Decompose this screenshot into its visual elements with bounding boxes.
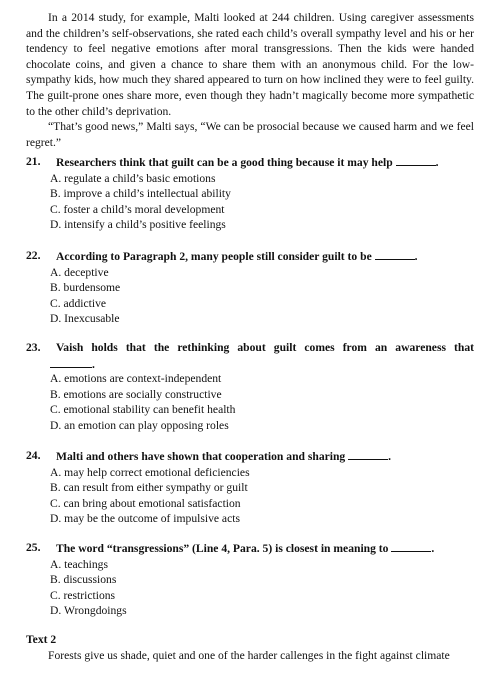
option-c: C. can bring about emotional satisfaction [50, 496, 241, 510]
question-stem [26, 448, 474, 465]
option-d: D. an emotion can play opposing roles [50, 418, 229, 432]
option-c: C. restrictions [50, 588, 116, 602]
question-stem [26, 540, 474, 557]
question-end: . [435, 156, 439, 169]
option-b: B. discussions [50, 573, 117, 587]
option-b: B. burdensome [50, 281, 121, 295]
question-stem [26, 248, 474, 265]
question-text: According to Paragraph 2, many people still consider guilt to be [56, 250, 372, 263]
answer-blank-line [26, 356, 474, 372]
option-b: B. improve a child’s intellectual ability [50, 187, 231, 201]
text2-first-line: Forests give us shade, quiet and one of the harder callenges in the fight against climate [48, 649, 450, 662]
question-end: . [92, 357, 95, 371]
question-22 [26, 248, 474, 327]
question-25 [26, 540, 474, 619]
option-d: D. intensify a child’s positive feelings [50, 218, 226, 232]
option-c: C. emotional stability can benefit health [50, 403, 236, 417]
question-end: . [431, 542, 435, 555]
question-end: . [414, 250, 418, 263]
option-d: D. Wrongdoings [50, 604, 127, 618]
option-c: C. addictive [50, 296, 107, 310]
option-a: A. emotions are context-independent [50, 372, 222, 386]
option-b: B. emotions are socially constructive [50, 387, 222, 401]
question-text: Vaish holds that the rethinking about guilt comes from an awareness that [56, 341, 474, 354]
option-c: C. foster a child’s moral development [50, 202, 225, 216]
option-a: A. teachings [50, 557, 108, 571]
question-stem [26, 154, 474, 171]
option-d: D. Inexcusable [50, 312, 120, 326]
option-b: B. can result from either sympathy or guilt [50, 481, 248, 495]
passage-paragraph-1: In a 2014 study, for example, Malti looked at 244 children. Using caregiver assessments and the children’s self-observations, she rated each child’s overall sympathy level and his or her tendency to feel negative emotions after moral transgressions. Then the kids were handed chocolate coins, and given a chance to share them with an anonymous child. For the low-sympathy kids, how much they shared appeared to turn on how inclined they were to feel guilty. The guilt-prone ones share more, even though they hadn’t magically become more sympathetic to the other child’s deprivation. [26, 11, 474, 118]
question-21 [26, 154, 474, 233]
option-a: A. regulate a child’s basic emotions [50, 171, 216, 185]
question-24 [26, 448, 474, 527]
question-text: Researchers think that guilt can be a good thing because it may help [56, 156, 393, 169]
question-23 [26, 340, 474, 434]
passage-paragraph-2: “That’s good news,” Malti says, “We can be prosocial because we caused harm and we feel regret.” [26, 120, 474, 149]
question-stem [26, 340, 474, 356]
question-number: 24. [26, 449, 41, 462]
answer-blank [391, 540, 431, 552]
answer-blank [50, 356, 92, 368]
section-heading: Text 2 [26, 633, 57, 646]
option-a: A. deceptive [50, 265, 109, 279]
answer-blank [396, 154, 436, 166]
question-number: 21. [26, 155, 41, 168]
passage [26, 10, 474, 150]
question-number: 25. [26, 541, 41, 554]
option-a: A. may help correct emotional deficiencies [50, 465, 250, 479]
question-number: 22. [26, 249, 41, 262]
answer-blank [375, 248, 415, 260]
question-end: . [388, 450, 392, 463]
option-d: D. may be the outcome of impulsive acts [50, 512, 240, 526]
answer-blank [348, 448, 388, 460]
question-text: The word “transgressions” (Line 4, Para. 5) is closest in meaning to [56, 542, 389, 555]
question-text: Malti and others have shown that cooperation and sharing [56, 450, 346, 463]
question-number: 23. [26, 341, 41, 354]
